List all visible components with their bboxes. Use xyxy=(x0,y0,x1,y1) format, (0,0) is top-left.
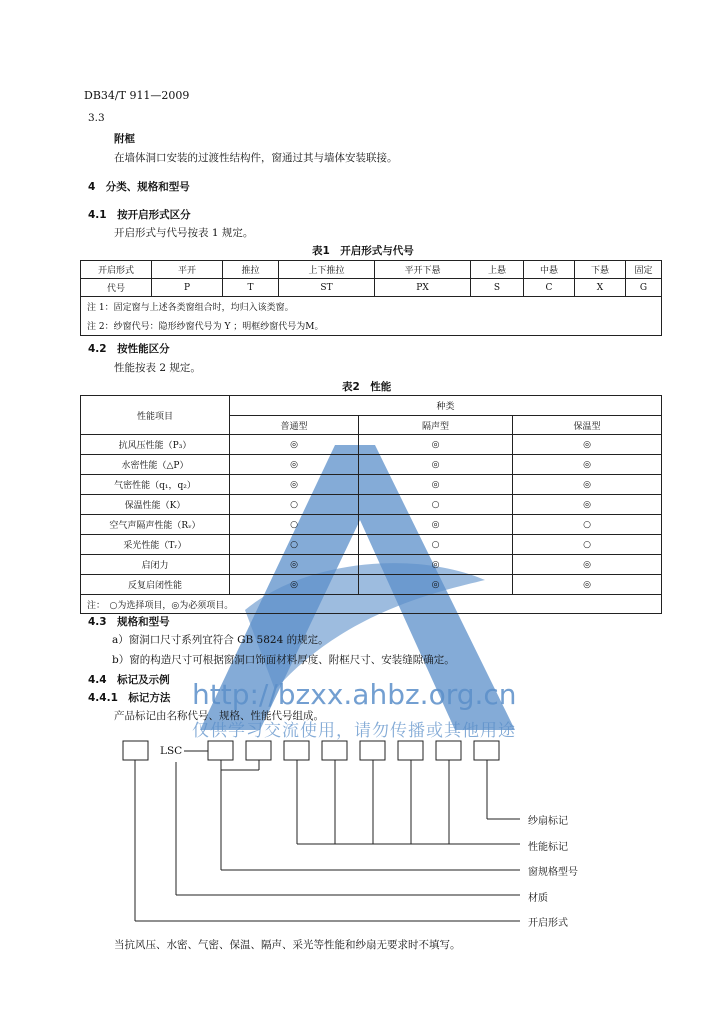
table-cell: 中悬 xyxy=(524,261,575,279)
diagram-box xyxy=(322,741,347,760)
table-cell: X xyxy=(575,279,626,297)
table-cell: 保温性能（K） xyxy=(81,495,230,515)
diagram-box xyxy=(360,741,385,760)
table-cell: 反复启闭性能 xyxy=(81,575,230,595)
table-cell: ◎ xyxy=(359,475,513,495)
table-cell: ◎ xyxy=(513,555,662,575)
table-cell: ◎ xyxy=(513,435,662,455)
section-3-3-body: 在墙体洞口安装的过渡性结构件，窗通过其与墙体安装联接。 xyxy=(114,152,398,164)
table-cell: G xyxy=(626,279,662,297)
table-cell: 空气声隔声性能（Rᵥ） xyxy=(81,515,230,535)
diagram-box xyxy=(474,741,499,760)
table-header-type: 普通型 xyxy=(230,416,359,435)
table1-note-1: 注 1：固定窗与上述各类窗组合时，均归入该类窗。 xyxy=(81,297,662,317)
section-4-title: 4 分类、规格和型号 xyxy=(88,181,190,193)
table-cell: ○ xyxy=(230,495,359,515)
table-cell: 固定 xyxy=(626,261,662,279)
table-cell: ◎ xyxy=(513,455,662,475)
section-4-3-item-a: a）窗洞口尺寸系列宜符合 GB 5824 的规定。 xyxy=(112,634,329,646)
table-cell: 上悬 xyxy=(471,261,524,279)
table-cell: ◎ xyxy=(513,575,662,595)
diagram-label: 纱扇标记 xyxy=(528,816,568,827)
diagram-label: 性能标记 xyxy=(528,842,568,853)
table-cell: 下悬 xyxy=(575,261,626,279)
table1-caption: 表1 开启形式与代号 xyxy=(312,245,414,257)
table-cell: ◎ xyxy=(359,515,513,535)
table-cell: ◎ xyxy=(513,475,662,495)
table-cell: ST xyxy=(279,279,375,297)
section-4-3-item-b: b）窗的构造尺寸可根据窗洞口饰面材料厚度、附框尺寸、安装缝隙确定。 xyxy=(112,654,455,666)
section-3-3-number: 3.3 xyxy=(88,112,105,124)
diagram-box xyxy=(246,741,271,760)
diagram-box xyxy=(208,741,233,760)
diagram-box xyxy=(123,741,148,760)
section-4-4-1-title: 4.4.1 标记方法 xyxy=(88,692,171,704)
table-cell: ○ xyxy=(359,535,513,555)
diagram-box xyxy=(398,741,423,760)
table-cell: 推拉 xyxy=(223,261,279,279)
table-cell: ◎ xyxy=(359,555,513,575)
table-cell: C xyxy=(524,279,575,297)
table1-note-2: 注 2：纱窗代号：隐形纱窗代号为 Y ；明框纱窗代号为M。 xyxy=(81,316,662,336)
watermark-text: 仅供学习交流使用，请勿传播或其他用途 xyxy=(192,721,516,741)
section-4-4-1-body: 产品标记由名称代号、规格、性能代号组成。 xyxy=(114,710,324,722)
table-cell: 抗风压性能（P₃） xyxy=(81,435,230,455)
diagram-box xyxy=(436,741,461,760)
table-cell: ◎ xyxy=(513,495,662,515)
table-cell: 平开 xyxy=(152,261,223,279)
table-cell: 气密性能（q₁，q₂） xyxy=(81,475,230,495)
table-cell: ○ xyxy=(359,495,513,515)
diagram-label: 材质 xyxy=(528,893,548,904)
section-3-3-title: 附框 xyxy=(114,133,135,145)
table-cell: ○ xyxy=(513,515,662,535)
diagram-label: 窗规格型号 xyxy=(528,867,578,878)
section-4-1-body: 开启形式与代号按表 1 规定。 xyxy=(114,227,254,239)
section-4-4-title: 4.4 标记及示例 xyxy=(88,674,170,686)
table-cell: ◎ xyxy=(359,575,513,595)
section-4-2-body: 性能按表 2 规定。 xyxy=(114,362,201,374)
section-4-2-title: 4.2 按性能区分 xyxy=(88,343,170,355)
table2-note: 注： ○为选择项目，◎为必须项目。 xyxy=(81,595,662,614)
footer-text: 当抗风压、水密、气密、保温、隔声、采光等性能和纱扇无要求时不填写。 xyxy=(114,939,461,951)
table-header-type: 隔声型 xyxy=(359,416,513,435)
table-cell: ○ xyxy=(513,535,662,555)
table-cell: PX xyxy=(375,279,471,297)
table-header-type: 保温型 xyxy=(513,416,662,435)
table-cell: ◎ xyxy=(230,555,359,575)
table-cell: ◎ xyxy=(359,435,513,455)
table-cell: 开启形式 xyxy=(81,261,152,279)
diagram-label: 开启形式 xyxy=(528,918,568,929)
table-cell: ○ xyxy=(230,535,359,555)
table-cell: ◎ xyxy=(230,575,359,595)
table-cell: ◎ xyxy=(230,435,359,455)
watermark-url: http://bzxx.ahbz.org.cn xyxy=(192,678,517,711)
section-4-3-title: 4.3 规格和型号 xyxy=(88,616,170,628)
table-cell: ○ xyxy=(230,515,359,535)
table-header-kind: 种类 xyxy=(230,396,662,416)
table2-caption: 表2 性能 xyxy=(342,381,392,393)
table-cell: ◎ xyxy=(230,455,359,475)
diagram-box xyxy=(284,741,309,760)
table-cell: 水密性能（△P） xyxy=(81,455,230,475)
table-cell: ◎ xyxy=(230,475,359,495)
table-cell: 采光性能（Tᵣ） xyxy=(81,535,230,555)
table-header-item: 性能项目 xyxy=(81,396,230,435)
table-cell: 代号 xyxy=(81,279,152,297)
table-cell: P xyxy=(152,279,223,297)
diagram-code: LSC xyxy=(160,745,183,757)
table-cell: 平开下悬 xyxy=(375,261,471,279)
table-cell: S xyxy=(471,279,524,297)
table-cell: T xyxy=(223,279,279,297)
table-cell: 启闭力 xyxy=(81,555,230,575)
table-cell: ◎ xyxy=(359,455,513,475)
section-4-1-title: 4.1 按开启形式区分 xyxy=(88,209,191,221)
doc-id: DB34/T 911—2009 xyxy=(84,89,190,102)
table-cell: 上下推拉 xyxy=(279,261,375,279)
